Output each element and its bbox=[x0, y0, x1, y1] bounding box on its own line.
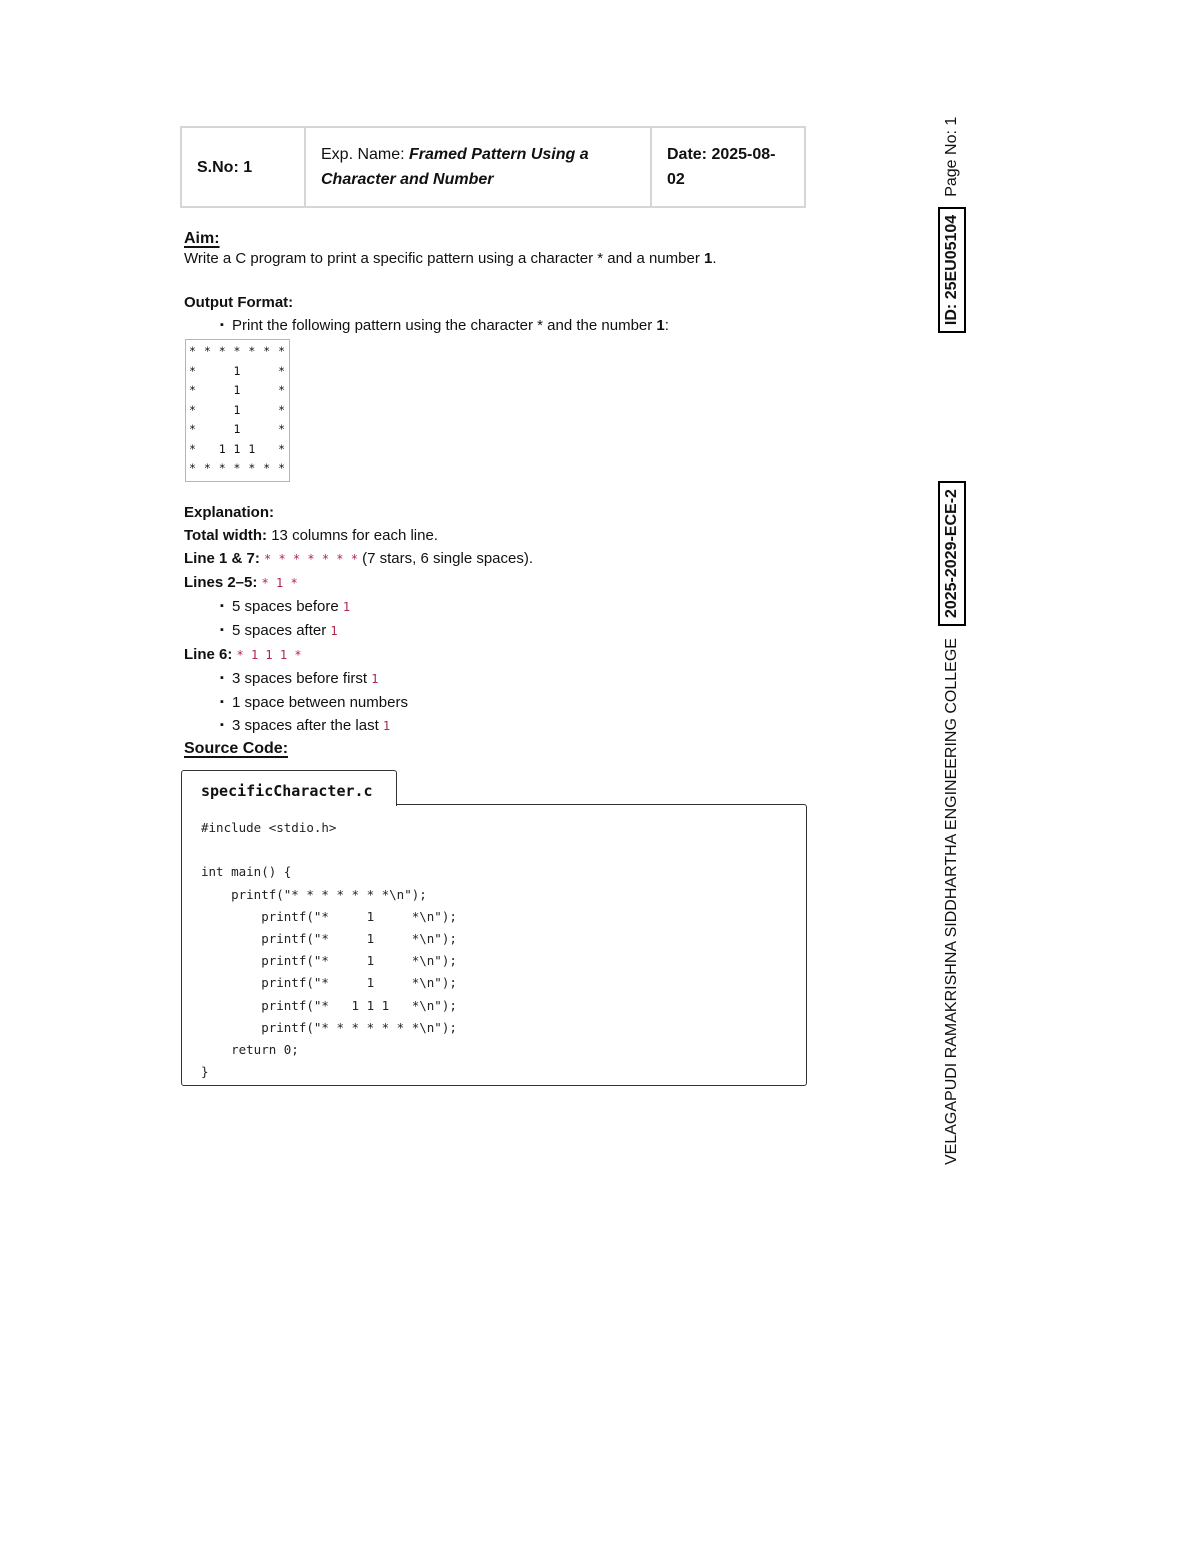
exp-title-line2: Character and Number bbox=[321, 171, 494, 188]
list-item: ▪ 1 space between numbers bbox=[232, 691, 814, 714]
line-1-7-explanation: Line 1 & 7: * * * * * * * (7 stars, 6 single spaces). bbox=[184, 549, 534, 567]
exp-title-line1: Framed Pattern Using a bbox=[409, 146, 589, 163]
aim-text: Write a C program to print a specific pattern using a character * and a number 1. bbox=[184, 250, 717, 267]
list-item: ▪ 3 spaces after the last 1 bbox=[232, 714, 814, 738]
explanation-heading: Explanation: bbox=[184, 503, 275, 521]
lines-2-5-explanation: Lines 2–5: * 1 * bbox=[184, 573, 298, 591]
exp-name-label: Exp. Name: bbox=[321, 146, 410, 163]
source-code-block bbox=[181, 804, 807, 1086]
output-format-list bbox=[184, 314, 814, 337]
line-6-explanation: Line 6: * 1 1 1 * bbox=[184, 645, 302, 663]
experiment-name bbox=[306, 128, 652, 206]
experiment-date: Date: 2025-08- 02 bbox=[667, 146, 776, 188]
college-name: VELAGAPUDI RAMAKRISHNA SIDDHARTHA ENGINEERING COLLEGE bbox=[943, 638, 960, 1165]
main-content bbox=[184, 230, 814, 758]
student-id-badge: ID: 25EU05104 bbox=[938, 207, 966, 333]
list-item: ▪ 5 spaces after 1 bbox=[232, 619, 814, 643]
experiment-header-table bbox=[180, 126, 806, 208]
lines-2-5-bullets bbox=[184, 595, 814, 643]
list-item: ▪ 3 spaces before first 1 bbox=[232, 667, 814, 691]
serial-number: S.No: 1 bbox=[182, 128, 306, 206]
list-item: ▪ 5 spaces before 1 bbox=[232, 595, 814, 619]
expected-output-pattern: * * * * * * * * 1 * * 1 * * 1 * * 1 * * 1 1 1 * * * * * * * * bbox=[185, 339, 290, 482]
source-file-tab: specificCharacter.c bbox=[181, 770, 397, 806]
line-6-bullets bbox=[184, 667, 814, 738]
total-width-line: Total width: 13 columns for each line. bbox=[184, 526, 438, 544]
output-format-heading: Output Format: bbox=[184, 294, 294, 311]
side-margin-info bbox=[938, 117, 966, 1165]
output-format-bullet: ▪ Print the following pattern using the character * and the number 1: bbox=[232, 314, 814, 337]
aim-heading: Aim: bbox=[184, 230, 220, 247]
page-number: Page No: 1 bbox=[943, 116, 960, 197]
source-code-heading: Source Code: bbox=[184, 739, 289, 757]
batch-badge: 2025-2029-ECE-2 bbox=[938, 481, 966, 626]
source-code-text: #include <stdio.h> int main() { printf("* * * * * * *\n"); printf("* 1 *\n"); printf("* 1 *\n"); printf("* 1 *\n"); printf("* 1 *\n"); printf("* 1 1 1 *\n"); printf("* * * * * * *\n"); return 0; } bbox=[201, 820, 457, 1080]
